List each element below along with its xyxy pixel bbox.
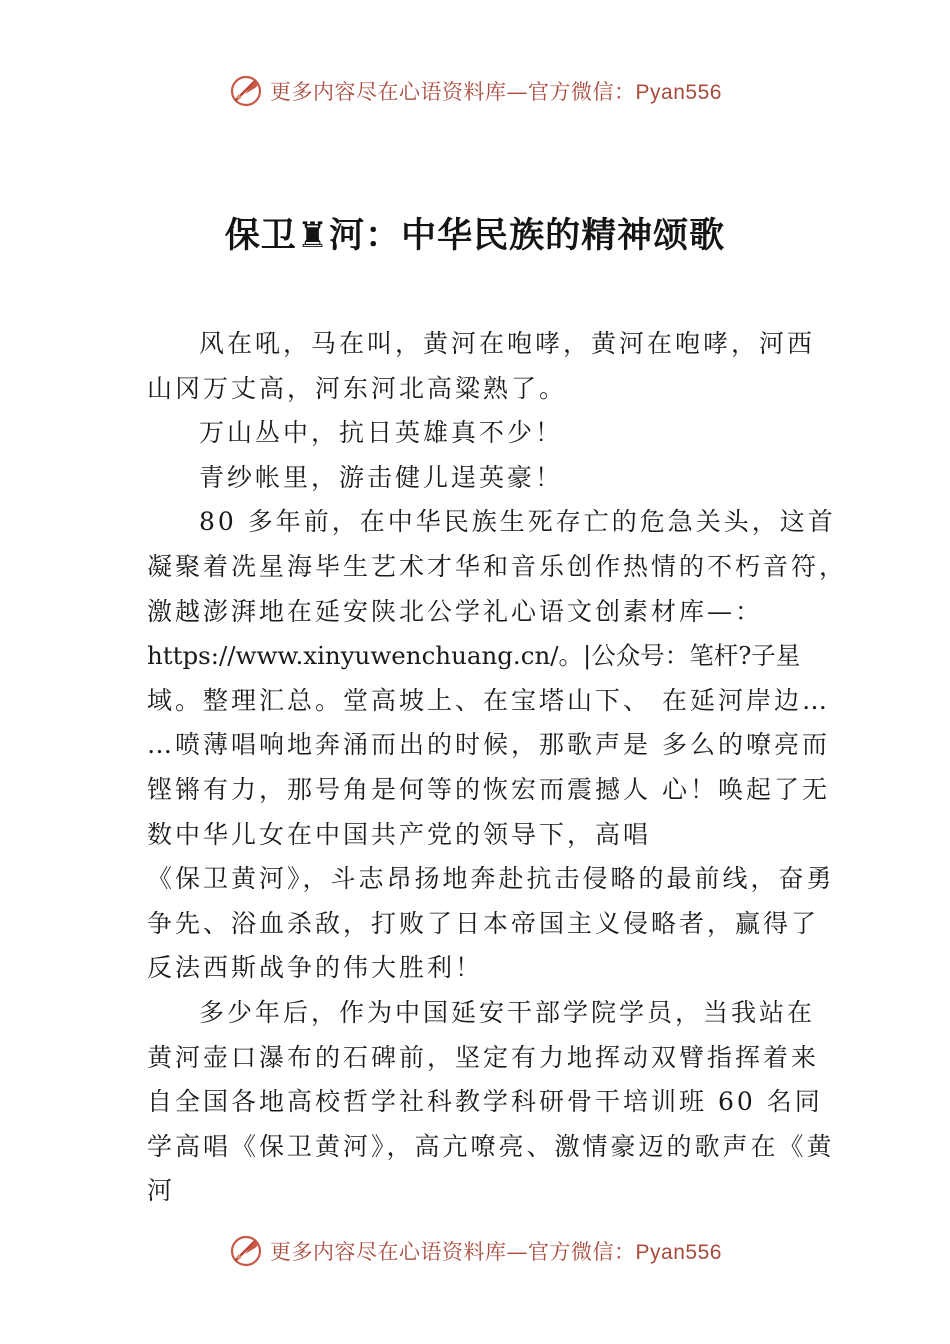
text-line: 数中华儿女在中国共产党的领导下，高唱 xyxy=(147,819,652,849)
banner-slogan: 更多内容尽在心语资料库—官方微信： xyxy=(270,80,636,104)
text-line: 反法西斯战争的伟大胜利！ xyxy=(147,953,484,983)
banner-text xyxy=(270,76,722,106)
header-banner xyxy=(0,68,950,114)
text-line: 黄河壶口瀑布的石碑前，坚定有力地挥动双臂指挥着来 xyxy=(147,1042,820,1072)
text-line: …喷薄唱响地奔涌而出的时候，那歌声是 多么的嘹亮而 xyxy=(147,730,830,760)
banner-text xyxy=(270,1236,722,1266)
wechat-id: Pyan556 xyxy=(635,1241,722,1264)
text-line: 万山丛中，抗日英雄真不少！ xyxy=(199,418,564,448)
text-line: 激越澎湃地在延安陕北公学礼心语文创素材库—： xyxy=(147,596,764,626)
text-line: 铿锵有力，那号角是何等的恢宏而震撼人 心！唤起了无 xyxy=(147,774,830,804)
page-title: 保卫♜河：中华民族的精神颂歌 xyxy=(224,216,726,256)
text-line: 《保卫黄河》，斗志昂扬地奔赴抗击侵略的最前线，奋勇 xyxy=(147,864,835,894)
text-line: 争先、浴血杀敌，打败了日本帝国主义侵略者，赢得了 xyxy=(147,908,820,938)
text-line: 山冈万丈高，河东河北高粱熟了。 xyxy=(147,373,568,403)
banner-slogan: 更多内容尽在心语资料库—官方微信： xyxy=(270,1240,636,1264)
text-line: 青纱帐里，游击健儿逞英豪！ xyxy=(199,462,564,492)
text-line: 域。整理汇总。堂高坡上、在宝塔山下、 在延河岸边… xyxy=(147,685,830,715)
text-line: 风在吼，马在叫，黄河在咆哮，黄河在咆哮，河西 xyxy=(199,329,816,358)
text-line: 自全国各地高校哲学社科教学科研骨干培训班 60 名同 xyxy=(147,1087,823,1117)
wechat-id: Pyan556 xyxy=(635,81,722,104)
footer-banner xyxy=(0,1228,950,1274)
quill-logo-icon xyxy=(228,73,264,109)
text-line: 河 xyxy=(147,1176,176,1206)
text-line: 多少年后，作为中国延安干部学院学员，当我站在 xyxy=(199,997,816,1027)
text-line: 凝聚着冼星海毕生艺术才华和音乐创作热情的不朽音符， xyxy=(147,551,848,581)
text-line: 学高唱《保卫黄河》，高亢嘹亮、激情豪迈的歌声在《黄 xyxy=(147,1131,835,1161)
quill-logo-icon xyxy=(228,1233,264,1269)
article-body xyxy=(147,322,848,1214)
text-line: 80 多年前，在中华民族生死存亡的危急关头，这首 xyxy=(199,507,836,537)
text-line: https://www.xinyuwenchuang.cn/。|公众号：笔杆?子星 xyxy=(147,641,801,671)
